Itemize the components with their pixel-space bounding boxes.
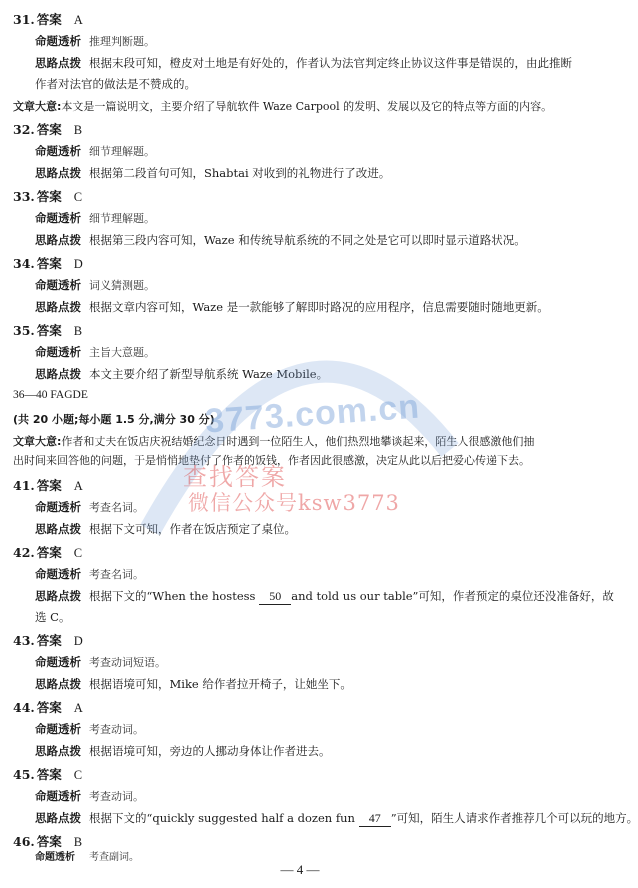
q45-header (13, 765, 613, 783)
hint-label: 思路点拨 (35, 744, 81, 758)
hint-label: 思路点拨 (35, 233, 81, 247)
q46-answer-label: 答案 (36, 834, 62, 849)
q42-answer-label: 答案 (36, 545, 62, 560)
q33-analysis: 细节理解题。 (89, 212, 155, 225)
q43-analysis-row (35, 654, 635, 670)
q46-analysis: 考查副词。 (89, 852, 139, 863)
q45-hint-post: ”可知，陌生人请求作者推荐几个可以玩的地方。 (390, 811, 638, 825)
q35-number: 35. (13, 323, 35, 338)
q41-number: 41. (13, 478, 35, 493)
q42-blank-number: 50 (259, 589, 291, 605)
q42-hint-row (35, 588, 635, 605)
q35-answer: B (73, 324, 83, 338)
q32-answer-label: 答案 (36, 122, 62, 137)
analysis-label: 命题透析 (35, 655, 81, 669)
q33-hint: 根据第三段内容可知，Waze 和传统导航系统的不同之处是它可以即时显示道路状况。 (89, 233, 526, 247)
q43-answer-label: 答案 (36, 633, 62, 648)
q31-hint-row (35, 55, 635, 71)
q32-hint: 根据第二段首句可知，Shabtai 对收到的礼物进行了改进。 (89, 166, 391, 180)
hint-label: 思路点拨 (35, 166, 81, 180)
q34-analysis-row (35, 277, 635, 293)
q42-analysis: 考查名词。 (89, 568, 144, 581)
q34-answer-label: 答案 (36, 256, 62, 271)
q34-answer: D (73, 257, 83, 271)
q33-analysis-row (35, 210, 635, 226)
q44-number: 44. (13, 700, 35, 715)
q34-number: 34. (13, 256, 35, 271)
q44-analysis: 考查动词。 (89, 723, 144, 736)
summary-passage-c (13, 98, 613, 114)
q42-hint-pre: 根据下文的“When the hostess (89, 589, 256, 603)
q33-answer-label: 答案 (36, 189, 62, 204)
summary-text: 本文是一篇说明文，主要介绍了导航软件 Waze Carpool 的发明、发展以及它的特点等方面的内容。 (61, 100, 553, 113)
q46-analysis-row (35, 848, 635, 863)
q43-number: 43. (13, 633, 35, 648)
summary-label: 文章大意: (13, 100, 62, 113)
q44-answer-label: 答案 (36, 700, 62, 715)
analysis-label: 命题透析 (35, 789, 81, 803)
q35-answer-label: 答案 (36, 323, 62, 338)
q32-analysis-row (35, 143, 635, 159)
q43-hint: 根据语境可知，Mike 给作者拉开椅子，让她坐下。 (89, 677, 352, 691)
q35-hint: 本文主要介绍了新型导航系统 Waze Mobile。 (89, 367, 329, 381)
q32-header (13, 120, 613, 138)
q46-answer: B (73, 835, 83, 849)
q45-hint-row (35, 810, 638, 827)
analysis-label: 命题透析 (35, 500, 81, 514)
q33-answer: C (73, 190, 83, 204)
hint-label: 思路点拨 (35, 300, 81, 314)
hint-label: 思路点拨 (35, 589, 81, 603)
q44-hint-row (35, 743, 635, 759)
summary-cloze-line2: 出时间来回答他的问题，于是悄悄地垫付了作者的饭钱，作者因此很感激，决定从此以后把爱心传递下去。 (13, 454, 530, 467)
watermark-site: 3773.com.cn (203, 387, 422, 441)
q42-hint-line2: 选 C。 (35, 610, 71, 624)
answers-36-40: 36—40 FAGDE (13, 389, 88, 401)
q32-analysis: 细节理解题。 (89, 145, 155, 158)
q31-analysis: 推理判断题。 (89, 35, 155, 48)
q45-answer: C (73, 768, 83, 782)
q33-header (13, 187, 613, 205)
q42-number: 42. (13, 545, 35, 560)
analysis-label: 命题透析 (35, 211, 81, 225)
summary-label: 文章大意: (13, 435, 62, 448)
analysis-label: 命题透析 (35, 278, 81, 292)
q33-number: 33. (13, 189, 35, 204)
q44-analysis-row (35, 721, 635, 737)
q43-hint-row (35, 676, 635, 692)
q41-hint: 根据下文可知，作者在饭店预定了桌位。 (89, 522, 296, 536)
q42-analysis-row (35, 566, 635, 582)
watermark-line2: 微信公众号ksw3773 (188, 491, 400, 515)
q42-hint-post: and told us our table”可知，作者预定的桌位还没准备好，故 (291, 589, 614, 603)
q44-answer: A (73, 701, 83, 715)
watermark-line1: 查找答案 (183, 463, 287, 491)
q45-analysis-row (35, 788, 635, 804)
hint-label: 思路点拨 (35, 522, 81, 536)
hint-label: 思路点拨 (35, 367, 81, 381)
page-number: — 4 — (280, 862, 320, 877)
watermark-arc (140, 300, 460, 540)
q31-hint-line1: 根据末段可知，橙皮对土地是有好处的，作者认为法官判定终止协议这件事是错误的，由此推断 (89, 56, 572, 70)
analysis-label: 命题透析 (35, 722, 81, 736)
q34-analysis: 词义猜测题。 (89, 279, 155, 292)
analysis-label: 命题透析 (35, 34, 81, 48)
q41-answer: A (73, 479, 83, 493)
q32-hint-row (35, 165, 635, 181)
q31-analysis-row (35, 33, 635, 49)
analysis-label: 命题透析 (35, 144, 81, 158)
q41-answer-label: 答案 (36, 478, 62, 493)
q46-number: 46. (13, 834, 35, 849)
q45-hint-pre: 根据下文的“quickly suggested half a dozen fun (89, 811, 355, 825)
hint-label: 思路点拨 (35, 811, 81, 825)
analysis-label: 命题透析 (35, 852, 75, 863)
q45-answer-label: 答案 (36, 767, 62, 782)
q45-number: 45. (13, 767, 35, 782)
summary-cloze-line1: 作者和丈夫在饭店庆祝结婚纪念日时遇到一位陌生人，他们热烈地攀谈起来，陌生人很感激他们抽 (61, 435, 535, 448)
q31-hint-line2: 作者对法官的做法是不赞成的。 (35, 77, 196, 91)
hint-label: 思路点拨 (35, 56, 81, 70)
q31-header (13, 10, 613, 28)
q44-header (13, 698, 613, 716)
q43-analysis: 考查动词短语。 (89, 656, 166, 669)
hint-label: 思路点拨 (35, 677, 81, 691)
q31-answer-label: 答案 (36, 12, 62, 27)
q32-answer: B (73, 123, 83, 137)
q34-hint: 根据文章内容可知，Waze 是一款能够了解即时路况的应用程序，信息需要随时随地更新。 (89, 300, 549, 314)
analysis-label: 命题透析 (35, 567, 81, 581)
q44-hint: 根据语境可知，旁边的人挪动身体让作者进去。 (89, 744, 331, 758)
q42-answer: C (73, 546, 83, 560)
q45-analysis: 考查动词。 (89, 790, 144, 803)
q31-number: 31. (13, 12, 35, 27)
q31-answer: A (73, 13, 83, 27)
section-header: (共 20 小题;每小题 1.5 分,满分 30 分) (13, 413, 215, 426)
q43-header (13, 631, 613, 649)
q33-hint-row (35, 232, 635, 248)
analysis-label: 命题透析 (35, 345, 81, 359)
q32-number: 32. (13, 122, 35, 137)
q41-analysis: 考查名词。 (89, 501, 144, 514)
q35-analysis: 主旨大意题。 (89, 346, 155, 359)
q42-header (13, 543, 613, 561)
q34-header (13, 254, 613, 272)
q43-answer: D (73, 634, 83, 648)
q45-blank-number: 47 (359, 811, 391, 827)
